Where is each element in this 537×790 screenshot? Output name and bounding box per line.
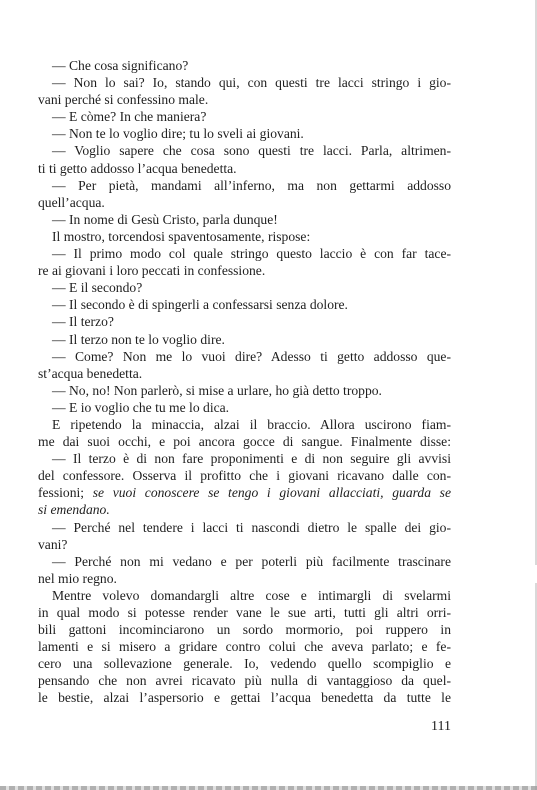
text-line xyxy=(38,553,451,570)
line-italic-text: se vuoi conoscere se tengo i giovani allacciati, guarda se xyxy=(92,485,451,501)
line-text: — Per pietà, mandami all’inferno, ma non gettarmi addosso xyxy=(52,177,451,193)
line-text: — No, no! Non parlerò, si mise a urlare, ho già detto troppo. xyxy=(52,382,382,398)
line-text: — Il terzo? xyxy=(52,314,114,330)
text-line xyxy=(38,279,451,296)
page-number: 111 xyxy=(431,719,451,734)
line-text: — Perché nel tendere i lacci ti nascondi dietro le spalle dei gio- xyxy=(52,519,451,535)
text-line xyxy=(38,211,451,228)
line-text: — Non lo sai? Io, stando qui, con questi tre lacci stringo i gio- xyxy=(52,75,451,91)
line-text: — Perché non mi vedano e per poterli più facilmente trascinare xyxy=(52,553,451,569)
text-line xyxy=(38,74,451,91)
line-text: nel mio regno. xyxy=(38,570,117,586)
text-line xyxy=(38,433,451,450)
line-text: — In nome di Gesù Cristo, parla dunque! xyxy=(52,211,278,227)
line-italic-text: si emendano. xyxy=(38,502,110,518)
line-text: — Come? Non me lo vuoi dire? Adesso ti getto addosso que- xyxy=(52,348,451,364)
text-line xyxy=(38,501,451,518)
text-line xyxy=(38,689,451,706)
text-line xyxy=(38,536,451,553)
text-line xyxy=(38,638,451,655)
line-text: — Voglio sapere che cosa sono questi tre lacci. Parla, altrimen- xyxy=(52,143,451,159)
text-line xyxy=(38,177,451,194)
line-text: vani? xyxy=(38,536,68,552)
line-text: lamenti e si misero a gridare contro colui che aveva parlato; e fe- xyxy=(38,639,451,655)
line-text: — E io voglio che tu me lo dica. xyxy=(52,399,230,415)
line-text: — E il secondo? xyxy=(52,280,143,296)
line-text: in qual modo si potesse render vane le sue arti, tutti gli altri orri- xyxy=(38,605,451,620)
line-text: bili gattoni incominciarono un sordo mormorio, poi ruppero in xyxy=(38,622,451,638)
text-line xyxy=(38,570,451,587)
line-text: — Non te lo voglio dire; tu lo sveli ai giovani. xyxy=(52,126,304,142)
text-line xyxy=(38,125,451,142)
text-line xyxy=(38,672,451,689)
line-text: ti ti getto addosso l’acqua benedetta. xyxy=(38,160,237,176)
text-line xyxy=(38,621,451,638)
line-text: E ripetendo la minaccia, alzai il braccio. Allora uscirono fiam- xyxy=(52,416,451,432)
text-line xyxy=(38,484,451,501)
text-line xyxy=(38,160,451,177)
line-text: le bestie, alzai l’aspersorio e gettai l’acqua benedetta da tutte le xyxy=(38,690,451,706)
page-bottom-edge xyxy=(0,786,537,790)
line-text: re ai giovani i loro peccati in confessione. xyxy=(38,263,266,279)
text-line xyxy=(38,382,451,399)
line-text: Mentre volevo domandargli altre cose e intimargli di svelarmi xyxy=(52,587,451,603)
text-line xyxy=(38,604,451,621)
text-line xyxy=(38,331,451,348)
text-line xyxy=(38,91,451,108)
text-line xyxy=(38,655,451,672)
line-text: — Il secondo è di spingerli a confessarsi senza dolore. xyxy=(52,297,348,313)
body-text xyxy=(38,57,451,707)
line-text: quell’acqua. xyxy=(38,194,105,210)
line-text: me dai suoi occhi, e poi ancora gocce di sangue. Finalmente disse: xyxy=(38,434,451,450)
line-text: cero una sollevazione generale. Io, vedendo quello scompiglio e xyxy=(38,656,451,672)
text-line xyxy=(38,194,451,211)
line-text: st’acqua benedetta. xyxy=(38,365,143,381)
line-text: Il mostro, torcendosi spaventosamente, rispose: xyxy=(52,228,311,244)
line-text: vani perché si confessino male. xyxy=(38,92,209,108)
text-line xyxy=(38,57,451,74)
text-line xyxy=(38,450,451,467)
line-text: fessioni; xyxy=(38,485,93,501)
text-line xyxy=(38,587,451,604)
text-line xyxy=(38,313,451,330)
text-line xyxy=(38,108,451,125)
line-text: del confessore. Osserva il profitto che i giovani ricavano dalle con- xyxy=(38,468,451,484)
text-line xyxy=(38,348,451,365)
line-text: — E còme? In che maniera? xyxy=(52,109,207,125)
text-line xyxy=(38,142,451,159)
text-line xyxy=(38,416,451,433)
text-line xyxy=(38,365,451,382)
text-line xyxy=(38,519,451,536)
text-line xyxy=(38,262,451,279)
line-text: pensando che non avrei ricavato più nulla di vantaggioso da quel- xyxy=(38,673,451,689)
text-line xyxy=(38,245,451,262)
line-text: — Il terzo è di non fare proponimenti e di non seguire gli avvisi xyxy=(52,451,451,467)
line-text: — Il primo modo col quale stringo questo laccio è con far tace- xyxy=(52,246,451,262)
line-text: — Il terzo non te lo voglio dire. xyxy=(52,331,225,347)
line-text: — Che cosa significano? xyxy=(52,58,189,73)
text-line xyxy=(38,399,451,416)
text-line xyxy=(38,228,451,245)
text-line xyxy=(38,467,451,484)
text-line xyxy=(38,296,451,313)
